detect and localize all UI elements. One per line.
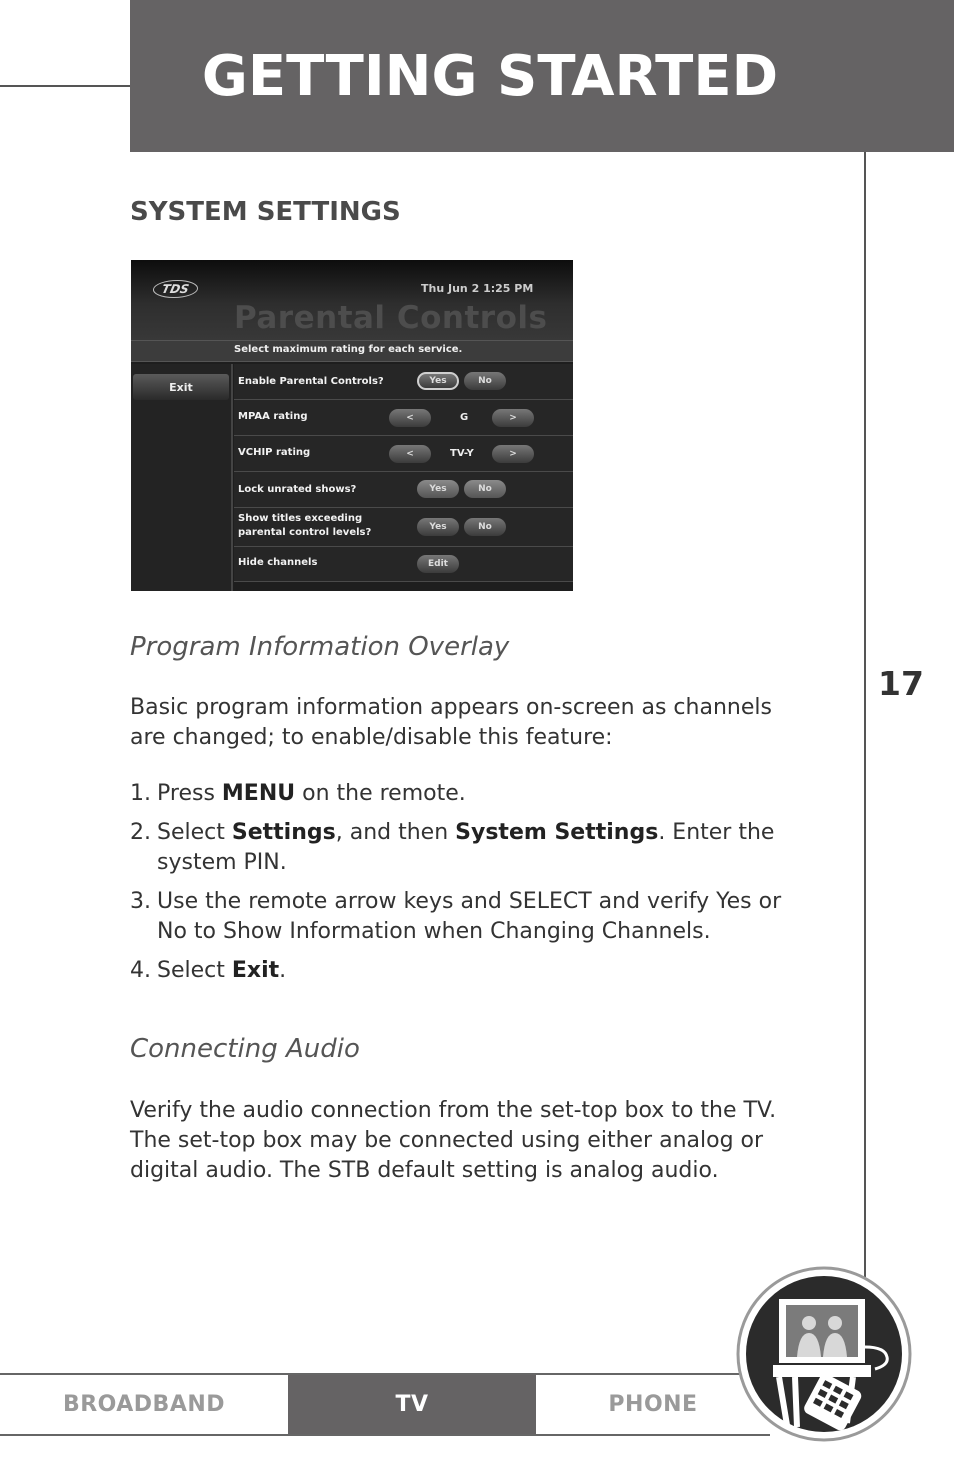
screen-edit-button: Edit <box>417 555 459 573</box>
tab-phone[interactable]: PHONE <box>536 1375 776 1434</box>
step-item: 4. Select Exit. <box>130 958 287 983</box>
chapter-banner <box>130 0 954 152</box>
screen-no-button: No <box>464 480 506 498</box>
screen-instruction: Select maximum rating for each service. <box>234 344 463 355</box>
nav-rule-bottom <box>0 1434 770 1436</box>
step-item: 3. Use the remote arrow keys and SELECT and verify Yes or No to Show Information when Changing Channels. <box>130 889 782 944</box>
overlay-heading: Program Information Overlay <box>130 632 510 662</box>
screen-row-enable <box>234 364 573 400</box>
tab-broadband[interactable]: BROADBAND <box>0 1375 288 1434</box>
screen-vchip-value: TV-Y <box>450 448 474 459</box>
screen-row-vchip <box>234 436 573 472</box>
screen-left-column <box>131 364 233 591</box>
margin-rule <box>864 152 866 1277</box>
screen-row-mpaa <box>234 400 573 436</box>
screen-prev-button: < <box>389 409 431 427</box>
screen-mpaa-value: G <box>460 412 469 423</box>
screen-yes-button: Yes <box>417 518 459 536</box>
audio-body: Verify the audio connection from the set-top box to the TV. The set-top box may be connected using either analog or digital audio. The STB default setting is analog audio. <box>130 1098 777 1183</box>
screen-datetime: Thu Jun 2 1:25 PM <box>421 282 534 295</box>
screen-row-label: Hide channels <box>238 557 318 568</box>
screen-prev-button: < <box>389 445 431 463</box>
screen-row-label: Enable Parental Controls? <box>238 376 384 387</box>
screen-row-label: VCHIP rating <box>238 447 311 458</box>
overlay-intro: Basic program information appears on-screen as channels are changed; to enable/disable this feature: <box>130 695 772 750</box>
screen-row-label: Lock unrated shows? <box>238 484 357 495</box>
screen-row-hide-channels <box>234 547 573 582</box>
screen-row-label: MPAA rating <box>238 411 308 422</box>
page-number: 17 <box>878 664 924 703</box>
screen-row-show-titles <box>234 508 573 547</box>
screen-row-label: Show titles exceeding parental control levels? <box>238 513 372 538</box>
step-item: 1. Press MENU on the remote. <box>130 781 466 806</box>
screen-yes-button: Yes <box>417 372 459 390</box>
screen-no-button: No <box>464 518 506 536</box>
screen-next-button: > <box>492 409 534 427</box>
screen-row-unrated <box>234 472 573 508</box>
tds-logo: TDS <box>151 280 200 298</box>
chapter-title: GETTING STARTED <box>201 43 779 109</box>
tv-remote-icon <box>735 1265 913 1443</box>
screen-title: Parental Controls <box>234 300 548 336</box>
audio-heading: Connecting Audio <box>130 1034 360 1064</box>
section-title: SYSTEM SETTINGS <box>130 197 401 227</box>
screen-no-button: No <box>464 372 506 390</box>
screen-next-button: > <box>492 445 534 463</box>
screen-yes-button: Yes <box>417 480 459 498</box>
screen-instruction-bar <box>131 340 573 362</box>
step-item: 2. Select Settings, and then System Settings. Enter the system PIN. <box>130 820 775 875</box>
screen-exit-button: Exit <box>133 374 229 400</box>
tab-tv[interactable]: TV <box>288 1375 536 1434</box>
header-rule <box>0 85 130 87</box>
overlay-steps <box>130 779 790 995</box>
parental-controls-screenshot <box>131 260 573 591</box>
